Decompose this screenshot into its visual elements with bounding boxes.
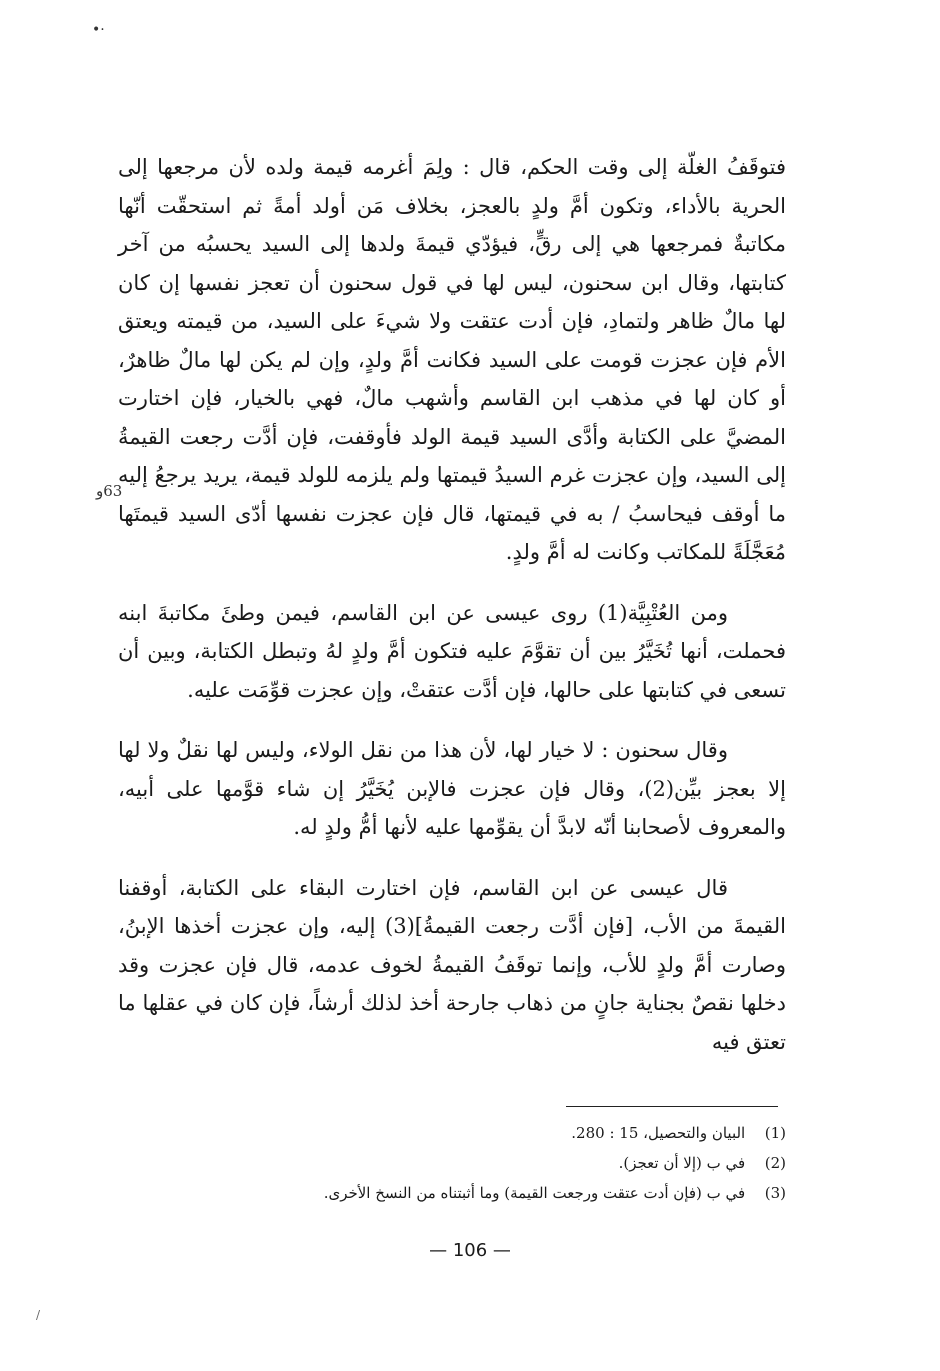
- paragraph-1: فتوقَفُ الغلّة إلى وقت الحكم، قال : ولِمَ أغرمه قيمة ولده لأن مرجعها إلى الحرية بالأداء، وتكون أمَّ ولدٍ بالعجز، بخلاف مَن أولد أمةً ثم استحقّت أنّها مكاتبةٌ فمرجعها هي إلى رقٍّ، فيؤدّي قيمةَ ولدها إلى السيد يحسبُه من آخر كتابتها، وقال ابن سحنون، ليس لها في قول سحنون أن تعجز نفسها إن كان لها مالٌ ظاهر ولتمادِ، فإن أدت عتقت ولا شيءَ على السيد، من قيمته ويعتق الأم فإن عجزت قومت على السيد فكانت أمَّ ولدٍ، وإن لم يكن لها مالٌ ظاهرٌ، أو كان لها في مذهب ابن القاسم وأشهب مالٌ، فهي بالخيار، فإن اختارت المضيَّ على الكتابة وأدَّى السيد قيمة الولد فأوقفت، فإن أدَّت رجعت القيمةُ إلى السيد، وإن عجزت غرم السيدُ قيمتها ولم يلزمه للولد قيمة، يريد يرجعُ إليه ما أوقف فيحاسبُ / به في قيمتها، قال فإن عجزت نفسها أدّى السيد قيمتَها مُعَجَّلَةً للمكاتب وكانت له أمَّ ولدٍ.: [118, 155, 786, 564]
- page-number: — 106 —: [429, 1240, 511, 1261]
- footnote-separator: [566, 1106, 778, 1107]
- main-text: [118, 148, 786, 1061]
- paragraph-3: وقال سحنون : لا خيار لها، لأن هذا من نقل الولاء، وليس لها نقلٌ ولا لها إلا بعجز بيِّن(2)، وقال فإن عجزت فالإبن يُخَيَّرُ إن شاء قوَّمها على أبيه، والمعروف لأصحابنا أنّه لابدَّ أن يقوِّمها عليه لأنها أمُّ ولدٍ له.: [118, 738, 786, 839]
- footnote-3: [240, 1178, 786, 1208]
- footnote-number: (1): [764, 1124, 786, 1142]
- footnote-text: في ب (فإن أدت عتقت ورجعت القيمة) وما أثبتناه من النسخ الأخرى.: [323, 1184, 746, 1202]
- paragraph-4: قال عيسى عن ابن القاسم، فإن اختارت البقاء على الكتابة، أوقفنا القيمةَ من الأب، [فإن أدَّت رجعت القيمةُ](3) إليه، وإن عجزت أخذها الإبنُ، وصارت أمَّ ولدٍ للأب، وإنما توقَفُ القيمةُ لخوف عدمه، قال فإن عجزت وقد دخلها نقصٌ بجناية جانٍ من ذهاب جارحة أخذ لذلك أرشاً، فإن كان في عقلها ما تعتق فيه: [118, 875, 786, 1054]
- page-speck: •·: [92, 22, 105, 38]
- footnote-1: [240, 1118, 786, 1148]
- footnote-number: (2): [764, 1154, 786, 1172]
- footnotes: [240, 1118, 786, 1208]
- footnote-number: (3): [764, 1184, 786, 1202]
- footnote-text: في ب (إلا أن تعجز).: [618, 1154, 746, 1172]
- margin-tick: /: [36, 1308, 41, 1322]
- footnote-text: البيان والتحصيل، 15 : 280.: [571, 1124, 746, 1142]
- paragraph-2: ومن العُتْبِيَّة(1) روى عيسى عن ابن القاسم، فيمن وطئَ مكاتبةَ ابنه فحملت، أنها تُخَيَّرُ بين أن تقوَّمَ عليه فتكون أمَّ ولدٍ لهُ وتبطل الكتابة، وبين أن تسعى في كتابتها على حالها، فإن أدَّت عتقتْ، وإن عجزت قوِّمَت عليه.: [118, 600, 786, 702]
- footnote-2: [240, 1148, 786, 1178]
- margin-folio-note: 63و: [96, 482, 123, 500]
